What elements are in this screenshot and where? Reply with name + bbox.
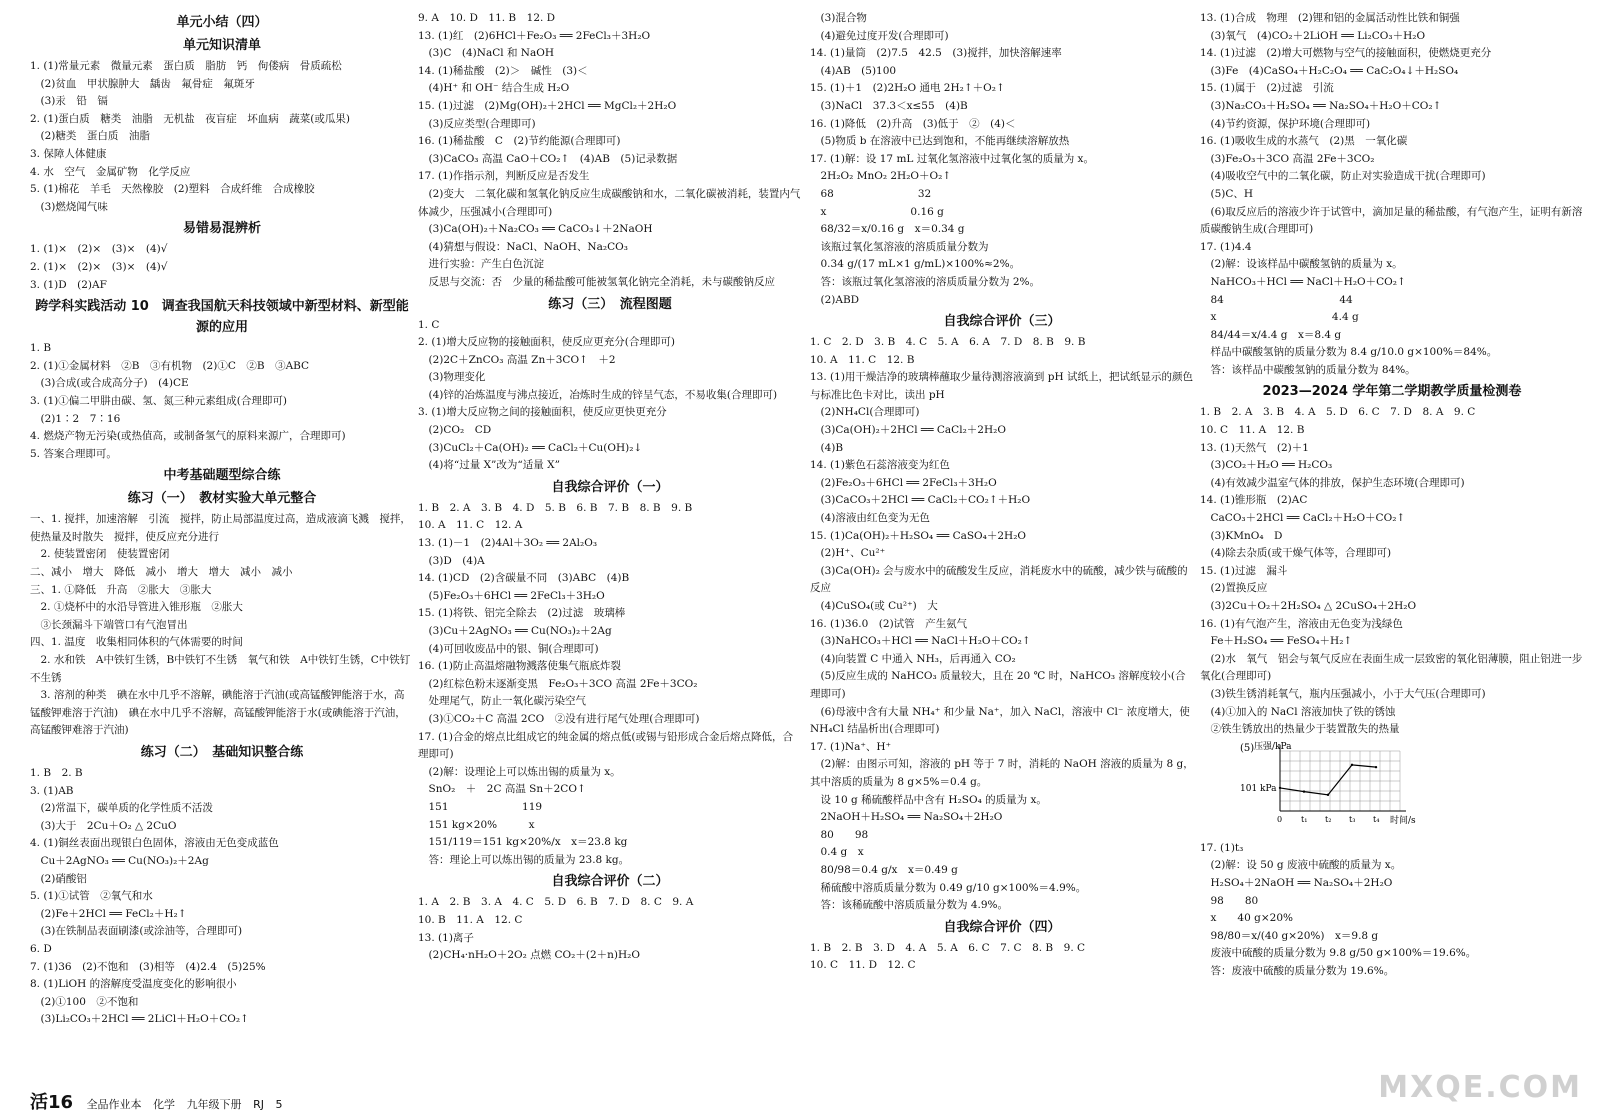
answer-line: (2)CH₄·nH₂O＋2O₂ 点燃 CO₂＋(2＋n)H₂O (418, 949, 640, 962)
answer-line: 10. B 11. A 12. C (418, 913, 523, 926)
answer-line: (2)置换反应 (1200, 582, 1268, 595)
answer-line: 1. B 2. A 3. B 4. D 5. B 6. B 7. B 8. B 9. B (418, 501, 693, 514)
answer-line: 98 80 (1200, 894, 1259, 907)
answer-line: 151/119＝151 kg×20%/x x＝23.8 kg (418, 836, 628, 849)
answer-line: (3)大于 2Cu＋O₂ △ 2CuO (30, 819, 177, 832)
answer-line: 16. (1)防止高温熔融物溅落使集气瓶底炸裂 (418, 660, 621, 673)
answer-line: (2)NH₄Cl(合理即可) (810, 406, 920, 419)
answer-line: (4)CuSO₄(或 Cu²⁺) 大 (810, 600, 938, 612)
answer-line: CaCO₃＋2HCl ══ CaCl₂＋H₂O＋CO₂↑ (1200, 512, 1406, 525)
answer-line: 14. (1)稀盐酸 (2)＞ 碱性 (3)＜ (418, 64, 588, 77)
answer-line: 15. (1)＋1 (2)2H₂O 通电 2H₂↑＋O₂↑ (810, 82, 1005, 95)
answer-line: (3)Li₂CO₃＋2HCl ══ 2LiCl＋H₂O＋CO₂↑ (30, 1013, 249, 1026)
chart-xlabel: 时间/s (1390, 815, 1416, 826)
answer-line: 2NaOH＋H₂SO₄ ══ Na₂SO₄＋2H₂O (810, 811, 1003, 824)
answer-line: (4)可回收废品中的银、铜(合理即可) (418, 642, 599, 655)
answer-line: (3)①CO₂＋C 高温 2CO ②没有进行尾气处理(合理即可) (418, 712, 700, 725)
answer-line: (2)糖类 蛋白质 油脂 (30, 130, 150, 143)
column-4 (1200, 10, 1584, 1095)
book-edition: RJ (253, 1098, 264, 1111)
answer-line: 4. 燃烧产物无污染(或热值高，或制备氢气的原料来源广，合理即可) (30, 430, 346, 443)
answer-line: (3)铁生锈消耗氧气，瓶内压强减小，小于大气压(合理即可) (1200, 687, 1486, 700)
x-tick-label: t₂ (1325, 814, 1332, 824)
answer-line: 稀硫酸中溶质质量分数为 0.49 g/10 g×100%＝4.9%。 (810, 881, 1087, 894)
section-heading: 单元知识清单 (182, 38, 261, 53)
answer-line: 16. (1)有气泡产生，溶液由无色变为浅绿色 (1200, 617, 1403, 630)
answer-line: (4)节约资源，保护环境(合理即可) (1200, 117, 1371, 130)
answer-line: 84/44＝x/4.4 g x＝8.4 g (1200, 328, 1342, 341)
answer-line: 1. B 2. B 3. D 4. A 5. A 6. C 7. C 8. B 9. C (810, 941, 1086, 954)
answer-line: x 40 g×20% (1200, 912, 1293, 925)
answer-line: 2. 水和铁 A中铁钉生锈，B中铁钉不生锈 氧气和铁 A中铁钉生锈，C中铁钉不生锈 (30, 654, 411, 684)
answer-line: 14. (1)锥形瓶 (2)AC (1200, 494, 1308, 507)
pressure-time-chart (1240, 741, 1584, 836)
answer-line: 反思与交流：否 少量的稀盐酸可能被氢氧化钠完全消耗，未与碳酸钠反应 (418, 275, 775, 288)
answer-line: (2)解：设该样品中碳酸氢钠的质量为 x。 (1200, 258, 1403, 271)
answer-line: 二、减小 增大 降低 减小 增大 增大 减小 减小 (30, 566, 293, 579)
answer-line: (4)向装置 C 中通入 NH₃，后再通入 CO₂ (810, 652, 1016, 665)
section-heading: 自我综合评价（三） (943, 314, 1061, 330)
answer-line: 1. C (418, 318, 440, 331)
answer-line: (4)锌的冶炼温度与沸点接近，冶炼时生成的锌呈气态，不易收集(合理即可) (418, 388, 778, 401)
answer-line: (3)Na₂CO₃＋H₂SO₄ ══ Na₂SO₄＋H₂O＋CO₂↑ (1200, 99, 1442, 112)
answer-line: 16. (1)吸收生成的水蒸气 (2)黑 一氧化碳 (1200, 135, 1408, 148)
x-tick-label: t₃ (1349, 814, 1356, 824)
answer-line: 7. (1)36 (2)不饱和 (3)相等 (4)2.4 (5)25% (30, 960, 266, 973)
section-heading: 自我综合评价（二） (551, 874, 669, 890)
watermark: MXQE.COM (1378, 1070, 1582, 1105)
answer-line: 13. (1)离子 (418, 931, 474, 944)
answer-line: 1. (1)× (2)× (3)× (4)√ (30, 243, 168, 256)
answer-line: 6. D (30, 942, 52, 955)
answer-line: H₂SO₄＋2NaOH ══ Na₂SO₄＋2H₂O (1200, 876, 1393, 889)
book-grade: 九年级下册 (186, 1098, 242, 1111)
section-heading: 练习（三） 流程图题 (548, 296, 672, 312)
answer-line: (4)除去杂质(或干燥气体等，合理即可) (1200, 547, 1392, 560)
answer-line: 17. (1)作指示剂，判断反应是否发生 (418, 170, 590, 183)
answer-line: 15. (1)过滤 (2)Mg(OH)₂＋2HCl ══ MgCl₂＋2H₂O (418, 99, 677, 112)
data-point (1351, 763, 1353, 765)
answer-line: (3)KMnO₄ D (1200, 529, 1283, 542)
answer-line: 答：理论上可以炼出锡的质量为 23.8 kg。 (418, 853, 630, 866)
answer-line: SnO₂ ＋ 2C 高温 Sn＋2CO↑ (418, 783, 586, 796)
answer-line: 13. (1)天然气 (2)＋1 (1200, 441, 1309, 454)
answer-line: Fe＋H₂SO₄ ══ FeSO₄＋H₂↑ (1200, 635, 1353, 648)
answer-line: 13. (1)用干燥洁净的玻璃棒蘸取少量待测溶液滴到 pH 试纸上，把试纸显示的颜色与标准比色卡对比，读出 pH (810, 371, 1193, 401)
answer-line: (3)汞 铅 镉 (30, 95, 108, 108)
answer-line: (4)有效减少温室气体的排放，保护生态环境(合理即可) (1200, 476, 1465, 489)
answer-line: 17. (1)解：设 17 mL 过氧化氢溶液中过氧化氢的质量为 x。 (810, 152, 1094, 165)
answer-line: 14. (1)量筒 (2)7.5 42.5 (3)搅拌，加快溶解速率 (810, 47, 1062, 60)
section-heading: 自我综合评价（四） (943, 919, 1061, 935)
answer-line: (4)①加入的 NaCl 溶液加快了铁的锈蚀 (1200, 705, 1396, 718)
answer-line: (4)溶液由红色变为无色 (810, 512, 930, 525)
answer-line: 151 kg×20% x (418, 818, 535, 831)
section-heading: 2023—2024 学年第二学期教学质量检测卷 (1262, 384, 1522, 400)
answer-line: (3)合成(或合成高分子) (4)CE (30, 377, 189, 390)
answer-line: (4)避免过度开发(合理即可) (810, 29, 949, 42)
answer-line: 10. C 11. D 12. C (810, 959, 916, 972)
answer-line: 16. (1)36.0 (2)试管 产生氨气 (810, 617, 968, 630)
column-3 (810, 10, 1194, 1095)
answer-line: (5)C、H (1200, 187, 1254, 200)
answer-line: 15. (1)属于 (2)过滤 引流 (1200, 82, 1334, 95)
answer-line: 1. B (30, 342, 52, 355)
answer-line: (2)变大 二氧化碳和氢氧化钠反应生成碳酸钠和水，二氧化碳被消耗，装置内气体减少，压强减小(合理即可) (418, 187, 801, 218)
section-heading: 单元小结（四） (176, 15, 268, 30)
answer-line: 2. (1)× (2)× (3)× (4)√ (30, 260, 168, 273)
answer-line: 2H₂O₂ MnO₂ 2H₂O＋O₂↑ (810, 170, 952, 183)
chart-ylabel: 压强/kPa (1254, 741, 1292, 752)
answer-line: (5)物质 b 在溶液中已达到饱和，不能再继续溶解放热 (810, 135, 1070, 148)
book-number: 5 (275, 1098, 283, 1111)
answer-line: (2)水 氧气 铝会与氧气反应在表面生成一层致密的氧化铝薄膜，阻止铝进一步氧化(合理即可) (1200, 652, 1583, 683)
answer-line: 答：该瓶过氧化氢溶液的溶质质量分数为 2%。 (810, 275, 1040, 288)
x-tick-label: t₁ (1301, 814, 1308, 824)
answer-line: (2)1∶2 7∶16 (30, 412, 121, 425)
answer-line: (6)取反应后的溶液少许于试管中，滴加足量的稀盐酸，有气泡产生，证明有新溶质碳酸钠生成(合理即可) (1200, 205, 1583, 236)
answer-line: 84 44 (1200, 293, 1353, 306)
answer-line: (3)2Cu＋O₂＋2H₂SO₄ △ 2CuSO₄＋2H₂O (1200, 600, 1417, 612)
data-point (1279, 786, 1281, 788)
answer-line: 10. C 11. A 12. B (1200, 424, 1305, 437)
answer-line: (2)CO₂ CD (418, 424, 492, 437)
answer-line: 10. A 11. C 12. A (418, 519, 523, 532)
answer-line: 13. (1)－1 (2)4Al＋3O₂ ══ 2Al₂O₃ (418, 537, 598, 550)
answer-line: 1. C 2. D 3. B 4. C 5. A 6. A 7. D 8. B 9. B (810, 336, 1086, 349)
answer-line: 一、1. 搅拌，加速溶解 引流 搅拌，防止局部温度过高，造成液滴飞溅 搅拌，使热量及时散失 搅拌，使反应充分进行 (30, 513, 411, 543)
answer-line: (3)Ca(OH)₂＋Na₂CO₃ ══ CaCO₃↓＋2NaOH (418, 223, 653, 236)
data-point (1327, 793, 1329, 795)
answer-line: 17. (1)4.4 (1200, 240, 1252, 253)
answer-line: 17. (1)t₃ (1200, 841, 1244, 854)
answer-line: 3. (1)D (2)AF (30, 278, 107, 291)
answer-line: x 4.4 g (1200, 311, 1359, 324)
column-2 (418, 10, 802, 1095)
x-tick-label: t₄ (1373, 814, 1380, 824)
chart-svg (1240, 741, 1416, 833)
answer-line: 2. (1)蛋白质 糖类 油脂 无机盐 夜盲症 坏血病 蔬菜(或瓜果) (30, 112, 350, 125)
answer-line: 2. 使装置密闭 使装置密闭 (30, 548, 170, 561)
answer-line: 四、1. 温度 收集相同体积的气体需要的时间 (30, 636, 243, 649)
answer-line: (2)常温下，碳单质的化学性质不活泼 (30, 802, 213, 815)
section-heading: 练习（一） 教材实验大单元整合 (127, 491, 317, 507)
answer-line: 14. (1)CD (2)含碳量不同 (3)ABC (4)B (418, 572, 630, 585)
answer-line: 废液中硫酸的质量分数为 9.8 g/50 g×100%＝19.6%。 (1200, 947, 1477, 960)
book-subject: 化学 (153, 1098, 176, 1111)
answer-line: (6)母液中含有大量 NH₄⁺ 和少量 Na⁺，加入 NaCl，溶液中 Cl⁻ 浓度增大，使 NH₄Cl 结晶析出(合理即可) (810, 705, 1194, 736)
answer-line: Cu＋2AgNO₃ ══ Cu(NO₃)₂＋2Ag (30, 854, 209, 867)
answer-line: x 0.16 g (810, 205, 944, 218)
answer-line: (2)H⁺、Cu²⁺ (810, 547, 886, 560)
answer-line: 80/98＝0.4 g/x x＝0.49 g (810, 863, 958, 876)
data-point (1375, 766, 1377, 768)
x-tick-label: 0 (1277, 814, 1283, 824)
answer-line: (4)AB (5)100 (810, 64, 897, 77)
answer-line: 14. (1)过滤 (2)增大可燃物与空气的接触面积，使燃烧更充分 (1200, 47, 1492, 60)
answer-line: (3)Fe (4)CaSO₄＋H₂C₂O₄ ══ CaC₂O₄↓＋H₂SO₄ (1200, 64, 1459, 77)
answer-line: (3)C (4)NaCl 和 NaOH (418, 47, 555, 60)
answer-line: 3. 溶剂的种类 碘在水中几乎不溶解，碘能溶于汽油(或高锰酸钾能溶于水，高锰酸钾难溶于汽油) 碘在水中几乎不溶解，高锰酸钾能溶于水(或碘能溶于汽油，高锰酸钾难溶于汽油) (30, 689, 406, 737)
answer-line: 13. (1)合成 物理 (2)锂和铝的金属活动性比铁和铜强 (1200, 12, 1460, 24)
answer-line: 0.4 g x (810, 846, 864, 859)
answer-line: 1. (1)常量元素 微量元素 蛋白质 脂肪 钙 佝偻病 骨质疏松 (30, 60, 342, 72)
answer-line: 80 98 (810, 828, 869, 841)
answer-line: (3)CuCl₂＋Ca(OH)₂ ══ CaCl₂＋Cu(OH)₂↓ (418, 441, 643, 454)
answer-line: (5)Fe₂O₃＋6HCl ══ 2FeCl₃＋3H₂O (418, 589, 605, 602)
answer-line: (4)将“过量 X”改为“适量 X” (418, 459, 560, 472)
answer-line: (3)D (4)A (418, 554, 485, 567)
answer-line: 151 119 (418, 800, 543, 813)
answer-line: 该瓶过氧化氢溶液的溶质质量分数为 (810, 240, 989, 253)
column-1 (30, 10, 414, 1095)
answer-line: ③长颈漏斗下端管口有气泡冒出 (30, 618, 188, 631)
answer-line: 4. (1)铜丝表面出现银白色固体，溶液由无色变成蓝色 (30, 837, 279, 850)
answer-line: 处理尾气，防止一氧化碳污染空气 (418, 695, 586, 708)
answer-line: 5. (1)棉花 羊毛 天然橡胶 (2)塑料 合成纤维 合成橡胶 (30, 183, 315, 196)
answer-line: NaHCO₃＋HCl ══ NaCl＋H₂O＋CO₂↑ (1200, 275, 1406, 288)
answer-line: 5. (1)①试管 ②氧气和水 (30, 890, 153, 903)
answer-line: (3)Ca(OH)₂ 会与废水中的硫酸发生反应，消耗废水中的硫酸，减少铁与硫酸的反应 (810, 564, 1188, 595)
answer-line: (4)B (810, 441, 844, 454)
answer-line: (3)Ca(OH)₂＋2HCl ══ CaCl₂＋2H₂O (810, 424, 1006, 437)
chart-prefix: (5) (1240, 742, 1255, 754)
answer-line: (2)Fe＋2HCl ══ FeCl₂＋H₂↑ (30, 907, 187, 920)
answer-line: (4)吸收空气中的二氧化碳，防止对实验造成干扰(合理即可) (1200, 170, 1486, 183)
answer-line: 68 32 (810, 187, 932, 200)
answer-line: ②铁生锈放出的热量少于装置散失的热量 (1200, 723, 1400, 736)
answer-line: 样品中碳酸氢钠的质量分数为 8.4 g/10.0 g×100%＝84%。 (1200, 346, 1498, 359)
answer-line: (5)反应生成的 NaHCO₃ 质量较大，且在 20 ℃ 时，NaHCO₃ 溶解度较小(合理即可) (810, 670, 1186, 700)
answer-line: (2)解：设理论上可以炼出锡的质量为 x。 (418, 765, 621, 778)
answer-line: 进行实验：产生白色沉淀 (418, 258, 544, 271)
answer-line: 答：废液中硫酸的质量分数为 19.6%。 (1200, 964, 1395, 977)
answer-line: 答：该样品中碳酸氢钠的质量分数为 84%。 (1200, 363, 1416, 376)
answer-line: (2)ABD (810, 293, 860, 306)
answer-line: 2. ①烧杯中的水沿导管进入锥形瓶 ②胀大 (30, 601, 243, 614)
book-series: 全品作业本 (86, 1098, 142, 1111)
answer-line: (2)红棕色粉末逐渐变黑 Fe₂O₃＋3CO 高温 2Fe＋3CO₂ (418, 677, 698, 690)
answer-line: (2)贫血 甲状腺肿大 龋齿 氟骨症 氟斑牙 (30, 77, 255, 90)
answer-line: (3)燃烧闻气味 (30, 200, 108, 213)
answer-line: 10. A 11. C 12. B (810, 353, 915, 366)
answer-line: (3)Cu＋2AgNO₃ ══ Cu(NO₃)₂＋2Ag (418, 625, 612, 637)
data-point (1303, 790, 1305, 792)
answer-line: 68/32＝x/0.16 g x＝0.34 g (810, 223, 965, 236)
answer-line: (3)物理变化 (418, 371, 486, 384)
answer-line: (3)CO₂＋H₂O ══ H₂CO₃ (1200, 459, 1333, 472)
answer-line: 14. (1)紫色石蕊溶液变为红色 (810, 459, 950, 472)
answer-line: 17. (1)合金的熔点比组成它的纯金属的熔点低(或锡与铅形成合金后熔点降低，合理即可) (418, 730, 794, 761)
section-heading: 中考基础题型综合练 (163, 468, 281, 484)
answer-line: (3)CaCO₃ 高温 CaO＋CO₂↑ (4)AB (5)记录数据 (418, 152, 678, 165)
answer-line: (2)硝酸铝 (30, 872, 87, 885)
answer-line: (2)①100 ②不饱和 (30, 995, 139, 1008)
page-number: 活16 (30, 1092, 74, 1113)
answer-line: 9. A 10. D 11. B 12. D (418, 12, 556, 24)
answer-line: 8. (1)LiOH 的溶解度受温度变化的影响很小 (30, 978, 237, 991)
answer-line: 1. B 2. B (30, 767, 83, 779)
answer-line: 答：该稀硫酸中溶质质量分数为 4.9%。 (810, 899, 1009, 912)
answer-line: 17. (1)Na⁺、H⁺ (810, 740, 892, 753)
answer-line: 16. (1)稀盐酸 C (2)节约能源(合理即可) (418, 135, 621, 148)
answer-line: 设 10 g 稀硫酸样品中含有 H₂SO₄ 的质量为 x。 (810, 793, 1047, 806)
answer-line: 3. (1)①偏二甲肼由碳、氢、氮三种元素组成(合理即可) (30, 394, 287, 407)
pressure-series-line (1280, 765, 1376, 795)
section-heading: 易错易混辨析 (182, 221, 261, 237)
answer-line: 15. (1)Ca(OH)₂＋H₂SO₄ ══ CaSO₄＋2H₂O (810, 529, 1027, 542)
answer-line: 三、1. ①降低 升高 ②胀大 ③胀大 (30, 583, 212, 596)
answer-line: (2)2C＋ZnCO₃ 高温 Zn＋3CO↑ ＋2 (418, 353, 616, 366)
answer-line: (3)NaCl 37.3＜x≤55 (4)B (810, 99, 968, 112)
answer-line: 3. 保障人体健康 (30, 147, 107, 160)
answer-line: 13. (1)红 (2)6HCl＋Fe₂O₃ ══ 2FeCl₃＋3H₂O (418, 29, 651, 42)
answer-line: (3)NaHCO₃＋HCl ══ NaCl＋H₂O＋CO₂↑ (810, 635, 1031, 648)
answer-line: 3. (1)增大反应物之间的接触面积，使反应更快更充分 (418, 406, 667, 419)
answer-line: 3. (1)AB (30, 784, 74, 797)
answer-line: 15. (1)将铁、铝完全除去 (2)过滤 玻璃棒 (418, 607, 626, 620)
answer-line: (3)CaCO₃＋2HCl ══ CaCl₂＋CO₂↑＋H₂O (810, 494, 1031, 507)
answer-line: 98/80＝x/(40 g×20%) x＝9.8 g (1200, 929, 1379, 942)
answer-line: (3)氧气 (4)CO₂＋2LiOH ══ Li₂CO₃＋H₂O (1200, 29, 1426, 42)
section-heading: 自我综合评价（一） (551, 479, 669, 495)
answer-line: (3)在铁制品表面刷漆(或涂油等，合理即可) (30, 925, 243, 938)
answer-line: (3)混合物 (810, 12, 867, 24)
answer-line: (3)Fe₂O₃＋3CO 高温 2Fe＋3CO₂ (1200, 152, 1375, 165)
section-heading: 练习（二） 基础知识整合练 (140, 745, 304, 760)
answer-line: 5. 答案合理即可。 (30, 447, 117, 460)
answer-line: (4)猜想与假设：NaCl、NaOH、Na₂CO₃ (418, 240, 628, 253)
answer-line: 15. (1)过滤 漏斗 (1200, 564, 1288, 577)
answer-line: 4. 水 空气 金属矿物 化学反应 (30, 165, 191, 178)
answer-line: 1. B 2. A 3. B 4. A 5. D 6. C 7. D 8. A 9. C (1200, 406, 1476, 419)
answer-line: 0.34 g/(17 mL×1 g/mL)×100%≈2%。 (810, 258, 1021, 271)
chart-reference-label: 101 kPa (1240, 783, 1277, 794)
answer-line: (2)Fe₂O₃＋6HCl ══ 2FeCl₃＋3H₂O (810, 476, 997, 489)
answer-line: (3)反应类型(合理即可) (418, 117, 536, 130)
answer-line: (2)解：由图示可知，溶液的 pH 等于 7 时，消耗的 NaOH 溶液的质量为 8 g，其中溶质的质量为 8 g×5%＝0.4 g。 (810, 758, 1194, 788)
answer-line: 2. (1)①金属材料 ②B ③有机物 (2)①C ②B ③ABC (30, 359, 310, 372)
answer-line: (4)H⁺ 和 OH⁻ 结合生成 H₂O (418, 82, 570, 95)
answer-line: 2. (1)增大反应物的接触面积，使反应更充分(合理即可) (418, 336, 675, 349)
answer-line: (2)解：设 50 g 废液中硫酸的质量为 x。 (1200, 859, 1402, 872)
answer-line: 1. A 2. B 3. A 4. C 5. D 6. B 7. D 8. C 9. A (418, 896, 694, 909)
section-heading: 跨学科实践活动 10 调查我国航天科技领域中新型材料、新型能源的应用 (35, 299, 409, 336)
answer-line: 16. (1)降低 (2)升高 (3)低于 ② (4)＜ (810, 117, 1016, 130)
page-footer (30, 1088, 290, 1114)
